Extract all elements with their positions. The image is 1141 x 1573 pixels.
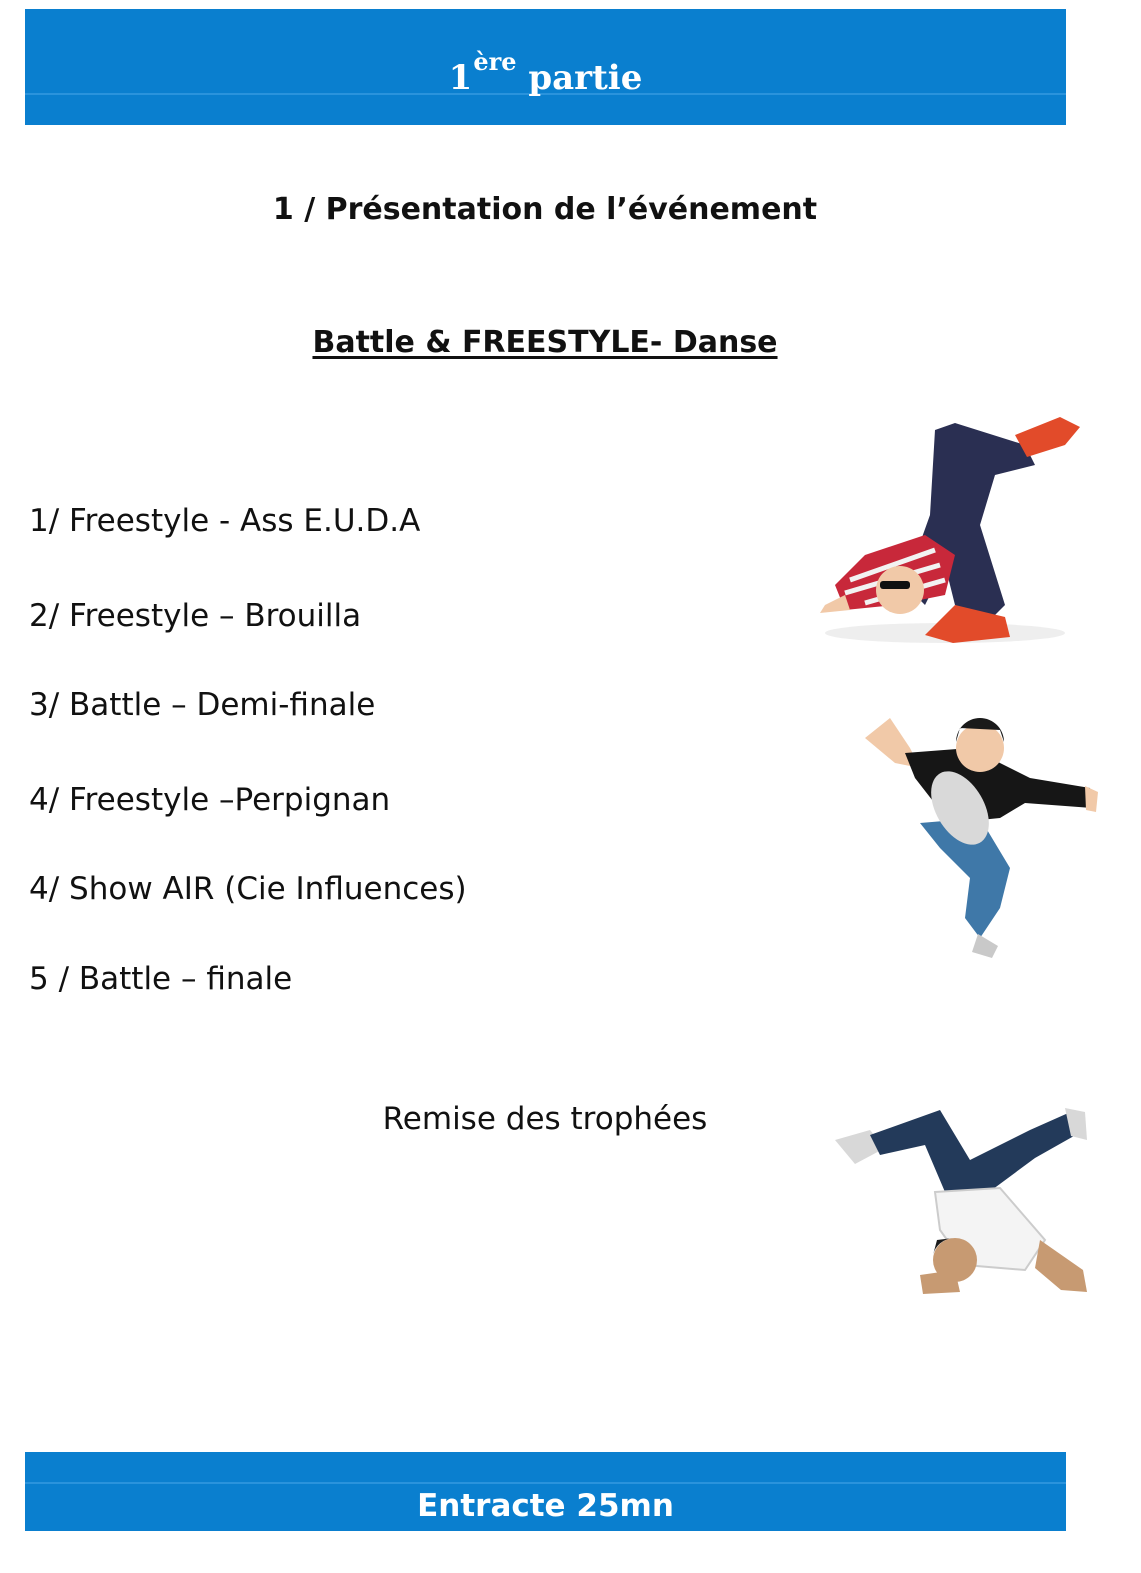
header-title [25, 47, 1066, 98]
breakdancer-freeze-image [805, 405, 1090, 650]
program-item: 4/ Freestyle –Perpignan [29, 782, 391, 818]
banner-stripe [25, 1482, 1066, 1484]
program-item: 5 / Battle – finale [29, 961, 293, 997]
event-subtitle: Battle & FREESTYLE- Danse [312, 325, 778, 360]
program-item: 3/ Battle – Demi-finale [29, 687, 376, 723]
headstand-dancer-image [825, 1100, 1090, 1300]
header-ordinal: 1 [448, 58, 473, 98]
jumping-dancer-image [860, 708, 1100, 960]
program-item: 4/ Show AIR (Cie Influences) [29, 871, 467, 907]
intermission-label: Entracte 25mn [417, 1488, 674, 1524]
program-item: 1/ Freestyle - Ass E.U.D.A [29, 503, 421, 539]
header-ordinal-suffix: ère [473, 47, 517, 76]
header-title-text: partie [528, 58, 643, 98]
section-heading: 1 / Présentation de l’événement [272, 192, 818, 227]
program-item: 2/ Freestyle – Brouilla [29, 598, 362, 634]
footer-banner [25, 1452, 1066, 1531]
trophies-text: Remise des trophées [382, 1101, 708, 1137]
header-banner [25, 9, 1066, 125]
